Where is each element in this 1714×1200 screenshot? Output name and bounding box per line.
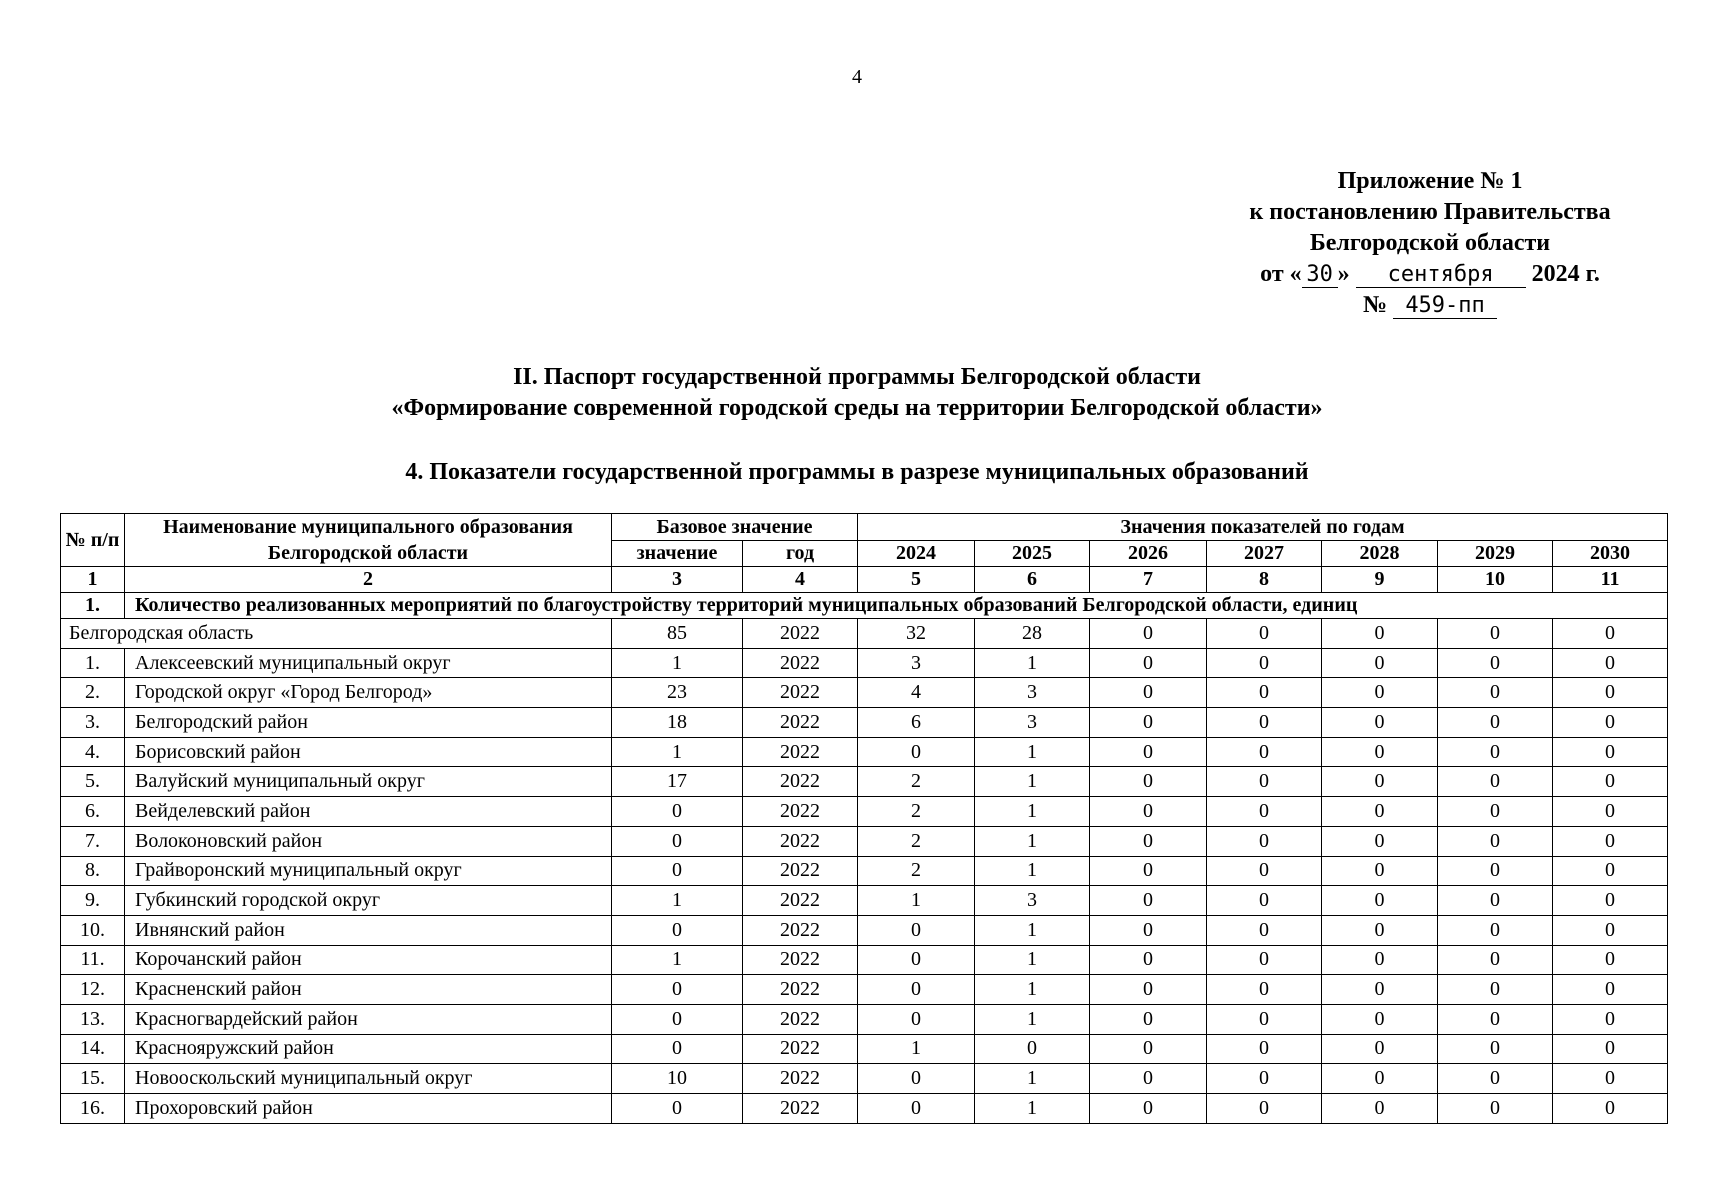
value-cell: 0 [858, 975, 975, 1005]
value-cell: 1 [975, 1094, 1090, 1124]
value-cell: 0 [858, 945, 975, 975]
value-cell: 0 [1322, 915, 1438, 945]
value-cell: 0 [1090, 886, 1207, 916]
value-cell: 0 [1090, 678, 1207, 708]
value-cell: 0 [1207, 1094, 1322, 1124]
row-number: 8. [61, 856, 125, 886]
section-row [61, 593, 1668, 619]
value-cell: 0 [1322, 708, 1438, 738]
value-cell: 0 [1438, 767, 1553, 797]
total-cell: 28 [975, 619, 1090, 649]
number-prefix: № [1362, 292, 1394, 318]
value-cell: 2022 [743, 1064, 858, 1094]
table-body [61, 567, 1668, 1124]
table-row [61, 767, 1668, 797]
value-cell: 0 [1207, 708, 1322, 738]
row-number: 10. [61, 915, 125, 945]
table-row [61, 678, 1668, 708]
total-cell: 85 [612, 619, 743, 649]
value-cell: 0 [1322, 975, 1438, 1005]
value-cell: 1 [975, 1064, 1090, 1094]
section-title: 4. Показатели государственной программы в разрезе муниципальных образований [405, 459, 1309, 485]
number-value: 459-пп [1393, 294, 1497, 319]
table-row [61, 797, 1668, 827]
value-cell: 0 [1322, 797, 1438, 827]
appendix-date [1180, 259, 1680, 290]
date-mid: » [1337, 261, 1356, 287]
value-cell: 2022 [743, 945, 858, 975]
value-cell: 2022 [743, 826, 858, 856]
value-cell: 1 [975, 945, 1090, 975]
total-cell: 0 [1090, 619, 1207, 649]
header-year: 2024 [858, 540, 975, 567]
value-cell: 0 [1438, 826, 1553, 856]
value-cell: 2022 [743, 975, 858, 1005]
row-number: 13. [61, 1004, 125, 1034]
value-cell: 0 [1090, 1004, 1207, 1034]
appendix-line-3: Белгородской области [1309, 230, 1551, 256]
municipality-name: Краснояружский район [125, 1034, 612, 1064]
municipality-name: Корочанский район [125, 945, 612, 975]
value-cell: 0 [1322, 886, 1438, 916]
value-cell: 0 [1553, 678, 1668, 708]
value-cell: 1 [858, 886, 975, 916]
value-cell: 0 [1207, 737, 1322, 767]
column-number: 6 [975, 567, 1090, 593]
column-number: 11 [1553, 567, 1668, 593]
total-name: Белгородская область [61, 619, 612, 649]
header-years-group: Значения показателей по годам [858, 514, 1668, 541]
value-cell: 0 [612, 826, 743, 856]
row-number: 14. [61, 1034, 125, 1064]
value-cell: 1 [975, 648, 1090, 678]
value-cell: 0 [1090, 737, 1207, 767]
value-cell: 1 [975, 737, 1090, 767]
table-row [61, 886, 1668, 916]
total-cell: 2022 [743, 619, 858, 649]
value-cell: 0 [612, 915, 743, 945]
value-cell: 2 [858, 856, 975, 886]
value-cell: 0 [1553, 975, 1668, 1005]
municipality-name: Прохоровский район [125, 1094, 612, 1124]
value-cell: 0 [612, 1094, 743, 1124]
value-cell: 2022 [743, 767, 858, 797]
value-cell: 0 [1322, 1004, 1438, 1034]
header-name: Наименование муниципального образования Белгородской области [125, 514, 612, 567]
value-cell: 0 [1438, 975, 1553, 1005]
value-cell: 0 [1090, 856, 1207, 886]
value-cell: 2 [858, 797, 975, 827]
municipality-name: Валуйский муниципальный округ [125, 767, 612, 797]
municipality-name: Белгородский район [125, 708, 612, 738]
value-cell: 0 [1322, 648, 1438, 678]
header-base-value: значение [612, 540, 743, 567]
value-cell: 2022 [743, 915, 858, 945]
value-cell: 0 [1322, 737, 1438, 767]
value-cell: 0 [1322, 678, 1438, 708]
value-cell: 0 [612, 797, 743, 827]
value-cell: 0 [1090, 915, 1207, 945]
value-cell: 0 [1553, 915, 1668, 945]
header-year: 2027 [1207, 540, 1322, 567]
section-num: 1. [61, 593, 125, 619]
column-number: 5 [858, 567, 975, 593]
column-number: 10 [1438, 567, 1553, 593]
value-cell: 0 [1207, 1034, 1322, 1064]
table-row [61, 1094, 1668, 1124]
column-number: 7 [1090, 567, 1207, 593]
value-cell: 0 [1553, 737, 1668, 767]
value-cell: 0 [1090, 708, 1207, 738]
total-cell: 0 [1322, 619, 1438, 649]
table-row [61, 708, 1668, 738]
value-cell: 0 [1553, 1004, 1668, 1034]
value-cell: 2022 [743, 1004, 858, 1034]
value-cell: 0 [1090, 797, 1207, 827]
value-cell: 1 [975, 975, 1090, 1005]
municipality-name: Вейделевский район [125, 797, 612, 827]
row-number: 12. [61, 975, 125, 1005]
table-row [61, 915, 1668, 945]
table-row [61, 648, 1668, 678]
municipality-name: Красненский район [125, 975, 612, 1005]
value-cell: 0 [1090, 826, 1207, 856]
header-base-year: год [743, 540, 858, 567]
program-title-line-1: II. Паспорт государственной программы Белгородской области [513, 364, 1201, 390]
value-cell: 0 [1553, 708, 1668, 738]
value-cell: 0 [1207, 886, 1322, 916]
table-row [61, 826, 1668, 856]
value-cell: 0 [858, 737, 975, 767]
column-number: 1 [61, 567, 125, 593]
value-cell: 0 [858, 1064, 975, 1094]
total-cell: 0 [1438, 619, 1553, 649]
table-row [61, 1004, 1668, 1034]
value-cell: 10 [612, 1064, 743, 1094]
value-cell: 1 [612, 886, 743, 916]
value-cell: 1 [975, 797, 1090, 827]
value-cell: 6 [858, 708, 975, 738]
date-prefix: от « [1260, 261, 1302, 287]
value-cell: 17 [612, 767, 743, 797]
value-cell: 0 [1207, 856, 1322, 886]
column-number: 3 [612, 567, 743, 593]
value-cell: 0 [1090, 1034, 1207, 1064]
section-text: Количество реализованных мероприятий по благоустройству территорий муниципальных образований Белгородской области, единиц [125, 593, 1668, 619]
municipality-name: Красногвардейский район [125, 1004, 612, 1034]
value-cell: 0 [1207, 797, 1322, 827]
value-cell: 0 [1322, 1064, 1438, 1094]
value-cell: 0 [1438, 648, 1553, 678]
column-numbers-row [61, 567, 1668, 593]
row-number: 2. [61, 678, 125, 708]
date-day: 30 [1302, 263, 1338, 288]
value-cell: 18 [612, 708, 743, 738]
value-cell: 0 [1438, 1094, 1553, 1124]
value-cell: 1 [858, 1034, 975, 1064]
table-row [61, 975, 1668, 1005]
value-cell: 0 [1438, 915, 1553, 945]
value-cell: 3 [975, 886, 1090, 916]
page-number: 4 [852, 66, 862, 88]
value-cell: 0 [1553, 767, 1668, 797]
value-cell: 0 [858, 1094, 975, 1124]
value-cell: 0 [1207, 767, 1322, 797]
date-month: сентября [1356, 263, 1526, 288]
value-cell: 1 [975, 856, 1090, 886]
value-cell: 1 [612, 737, 743, 767]
value-cell: 0 [1322, 945, 1438, 975]
value-cell: 0 [1207, 678, 1322, 708]
column-number: 4 [743, 567, 858, 593]
value-cell: 2022 [743, 678, 858, 708]
value-cell: 3 [975, 678, 1090, 708]
value-cell: 0 [1322, 826, 1438, 856]
value-cell: 0 [858, 915, 975, 945]
value-cell: 0 [1322, 1094, 1438, 1124]
value-cell: 0 [1090, 1064, 1207, 1094]
row-number: 4. [61, 737, 125, 767]
table-row [61, 856, 1668, 886]
value-cell: 0 [1553, 856, 1668, 886]
value-cell: 0 [612, 975, 743, 1005]
value-cell: 0 [1322, 1034, 1438, 1064]
value-cell: 0 [1322, 767, 1438, 797]
value-cell: 0 [858, 1004, 975, 1034]
header-year: 2029 [1438, 540, 1553, 567]
total-cell: 0 [1207, 619, 1322, 649]
row-number: 3. [61, 708, 125, 738]
value-cell: 0 [1090, 1094, 1207, 1124]
value-cell: 0 [1322, 856, 1438, 886]
value-cell: 2022 [743, 708, 858, 738]
value-cell: 1 [975, 1004, 1090, 1034]
value-cell: 2022 [743, 886, 858, 916]
value-cell: 2 [858, 826, 975, 856]
row-number: 16. [61, 1094, 125, 1124]
value-cell: 0 [1090, 945, 1207, 975]
value-cell: 4 [858, 678, 975, 708]
row-number: 7. [61, 826, 125, 856]
value-cell: 2 [858, 767, 975, 797]
column-number: 8 [1207, 567, 1322, 593]
value-cell: 0 [1090, 975, 1207, 1005]
value-cell: 0 [1090, 648, 1207, 678]
table-row [61, 737, 1668, 767]
appendix-number [1180, 290, 1680, 321]
value-cell: 0 [1553, 826, 1668, 856]
value-cell: 0 [612, 856, 743, 886]
table-row [61, 945, 1668, 975]
value-cell: 0 [975, 1034, 1090, 1064]
value-cell: 0 [1438, 1064, 1553, 1094]
appendix-block [1180, 166, 1680, 321]
value-cell: 1 [975, 767, 1090, 797]
municipality-name: Губкинский городской округ [125, 886, 612, 916]
value-cell: 3 [858, 648, 975, 678]
municipality-name: Городской округ «Город Белгород» [125, 678, 612, 708]
value-cell: 0 [1438, 678, 1553, 708]
value-cell: 0 [612, 1034, 743, 1064]
value-cell: 1 [975, 826, 1090, 856]
value-cell: 0 [1438, 886, 1553, 916]
value-cell: 0 [612, 1004, 743, 1034]
column-number: 9 [1322, 567, 1438, 593]
header-base-group: Базовое значение [612, 514, 858, 541]
appendix-title: Приложение № 1 [1337, 168, 1523, 194]
value-cell: 23 [612, 678, 743, 708]
value-cell: 2022 [743, 797, 858, 827]
value-cell: 2022 [743, 856, 858, 886]
value-cell: 0 [1553, 1034, 1668, 1064]
value-cell: 0 [1207, 915, 1322, 945]
row-number: 9. [61, 886, 125, 916]
value-cell: 2022 [743, 737, 858, 767]
value-cell: 2022 [743, 1034, 858, 1064]
value-cell: 2022 [743, 648, 858, 678]
header-year: 2025 [975, 540, 1090, 567]
header-year: 2028 [1322, 540, 1438, 567]
total-cell: 0 [1553, 619, 1668, 649]
value-cell: 2022 [743, 1094, 858, 1124]
municipality-name: Борисовский район [125, 737, 612, 767]
municipality-name: Грайворонский муниципальный округ [125, 856, 612, 886]
row-number: 6. [61, 797, 125, 827]
municipality-name: Волоконовский район [125, 826, 612, 856]
value-cell: 0 [1207, 945, 1322, 975]
total-cell: 32 [858, 619, 975, 649]
column-number: 2 [125, 567, 612, 593]
value-cell: 1 [975, 915, 1090, 945]
total-row [61, 619, 1668, 649]
value-cell: 0 [1553, 886, 1668, 916]
row-number: 11. [61, 945, 125, 975]
value-cell: 3 [975, 708, 1090, 738]
municipality-name: Алексеевский муниципальный округ [125, 648, 612, 678]
date-year: 2024 г. [1525, 261, 1600, 287]
value-cell: 0 [1207, 648, 1322, 678]
value-cell: 0 [1553, 1064, 1668, 1094]
value-cell: 0 [1438, 1034, 1553, 1064]
value-cell: 0 [1207, 826, 1322, 856]
value-cell: 0 [1553, 945, 1668, 975]
value-cell: 0 [1553, 1094, 1668, 1124]
value-cell: 0 [1090, 767, 1207, 797]
value-cell: 0 [1438, 1004, 1553, 1034]
header-num: № п/п [61, 514, 125, 567]
value-cell: 0 [1438, 856, 1553, 886]
header-year: 2026 [1090, 540, 1207, 567]
row-number: 1. [61, 648, 125, 678]
value-cell: 0 [1553, 648, 1668, 678]
municipality-name: Ивнянский район [125, 915, 612, 945]
program-title-line-2: «Формирование современной городской среды на территории Белгородской области» [391, 395, 1323, 421]
value-cell: 0 [1438, 797, 1553, 827]
municipality-name: Новооскольский муниципальный округ [125, 1064, 612, 1094]
appendix-line-2: к постановлению Правительства [1249, 199, 1611, 225]
indicators-table [60, 513, 1668, 1124]
row-number: 5. [61, 767, 125, 797]
row-number: 15. [61, 1064, 125, 1094]
value-cell: 1 [612, 945, 743, 975]
table-row [61, 1034, 1668, 1064]
value-cell: 0 [1438, 708, 1553, 738]
value-cell: 0 [1207, 1004, 1322, 1034]
value-cell: 1 [612, 648, 743, 678]
value-cell: 0 [1553, 797, 1668, 827]
value-cell: 0 [1438, 737, 1553, 767]
value-cell: 0 [1207, 975, 1322, 1005]
header-year: 2030 [1553, 540, 1668, 567]
table-row [61, 1064, 1668, 1094]
value-cell: 0 [1207, 1064, 1322, 1094]
value-cell: 0 [1438, 945, 1553, 975]
